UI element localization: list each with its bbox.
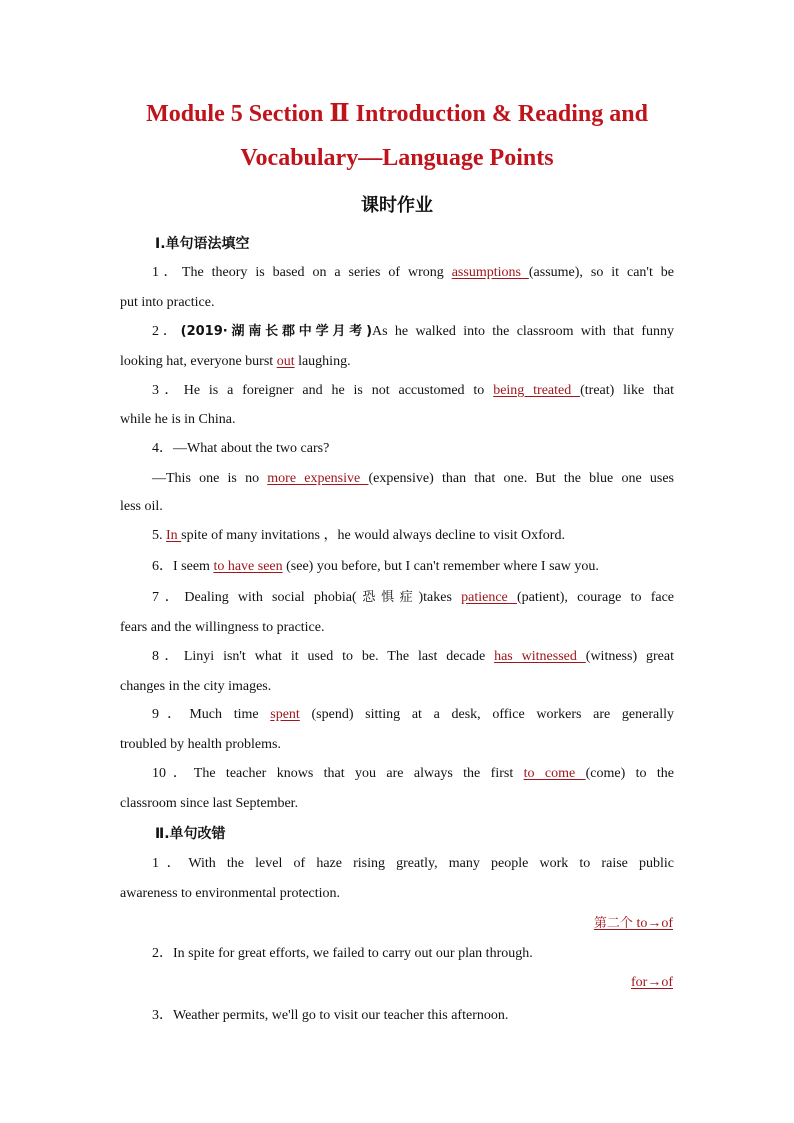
question-4-reply: —This one is no more expensive (expensive) than that one. But the blue one uses [152, 471, 674, 486]
question-7: 7．Dealing with social phobia(恐惧症)takes patience (patient), courage to face [152, 590, 674, 605]
question-2-source: (2019·湖南长郡中学月考) [180, 324, 373, 339]
answer-1: assumptions [451, 265, 529, 280]
question-3-continued: while he is in China. [120, 412, 236, 427]
question-8: 8．Linyi isn't what it used to be. The last decade has witnessed (witness) great [152, 649, 674, 664]
question-3: 3．He is a foreigner and he is not accustomed to being treated (treat) like that [152, 383, 675, 398]
title-line-1: Module 5 Section Ⅱ Introduction & Reading and [146, 101, 648, 127]
question-8-continued: changes in the city images. [120, 679, 272, 694]
question-7-continued: fears and the willingness to practice. [120, 620, 325, 635]
answer-3: being treated [493, 383, 581, 398]
answer-6: to have seen [213, 559, 283, 574]
question-10: 10．The teacher knows that you are always the first to come (come) to the [152, 766, 674, 781]
question-2-continued: looking hat, everyone burst out laughing. [120, 354, 351, 369]
question-6: 6．I seem to have seen (see) you before, but I can't remember where I saw you. [152, 559, 599, 574]
question-2: 2．(2019·湖南长郡中学月考)As he walked into the classroom with that funny [152, 324, 674, 339]
correction-2: 2．In spite for great efforts, we failed to carry out our plan through. [152, 946, 533, 961]
correction-3: 3．Weather permits, we'll go to visit our teacher this afternoon. [152, 1008, 509, 1023]
question-10-continued: classroom since last September. [120, 796, 299, 811]
answer-10: to come [523, 766, 586, 781]
correction-1-continued: awareness to environmental protection. [120, 886, 341, 901]
question-4: 4．—What about the two cars? [152, 441, 330, 456]
answer-2: out [276, 354, 295, 369]
correction-2-answer: for→of [631, 975, 673, 990]
section-2-heading: Ⅱ.单句改错 [155, 826, 226, 842]
question-1-continued: put into practice. [120, 295, 215, 310]
answer-5: In [166, 528, 182, 543]
question-1: 1．The theory is based on a series of wrong assumptions (assume), so it can't be [152, 265, 674, 280]
correction-1: 1．With the level of haze rising greatly, many people work to raise public [152, 856, 675, 871]
section-1-heading: Ⅰ.单句语法填空 [155, 236, 250, 252]
question-9: 9．Much time spent (spend) sitting at a desk, office workers are generally [152, 707, 675, 722]
subtitle: 课时作业 [361, 195, 433, 216]
question-4-continued: less oil. [120, 499, 163, 514]
correction-1-answer: 第二个 to→of [593, 916, 673, 931]
answer-7: patience [461, 590, 517, 605]
answer-9: spent [270, 707, 300, 722]
answer-4: more expensive [267, 471, 369, 486]
question-9-continued: troubled by health problems. [120, 737, 281, 752]
question-5: 5. In spite of many invitations ，he would always decline to visit Oxford. [152, 528, 565, 543]
title-line-2: Vocabulary—Language Points [240, 145, 554, 171]
answer-8: has witnessed [494, 649, 586, 664]
